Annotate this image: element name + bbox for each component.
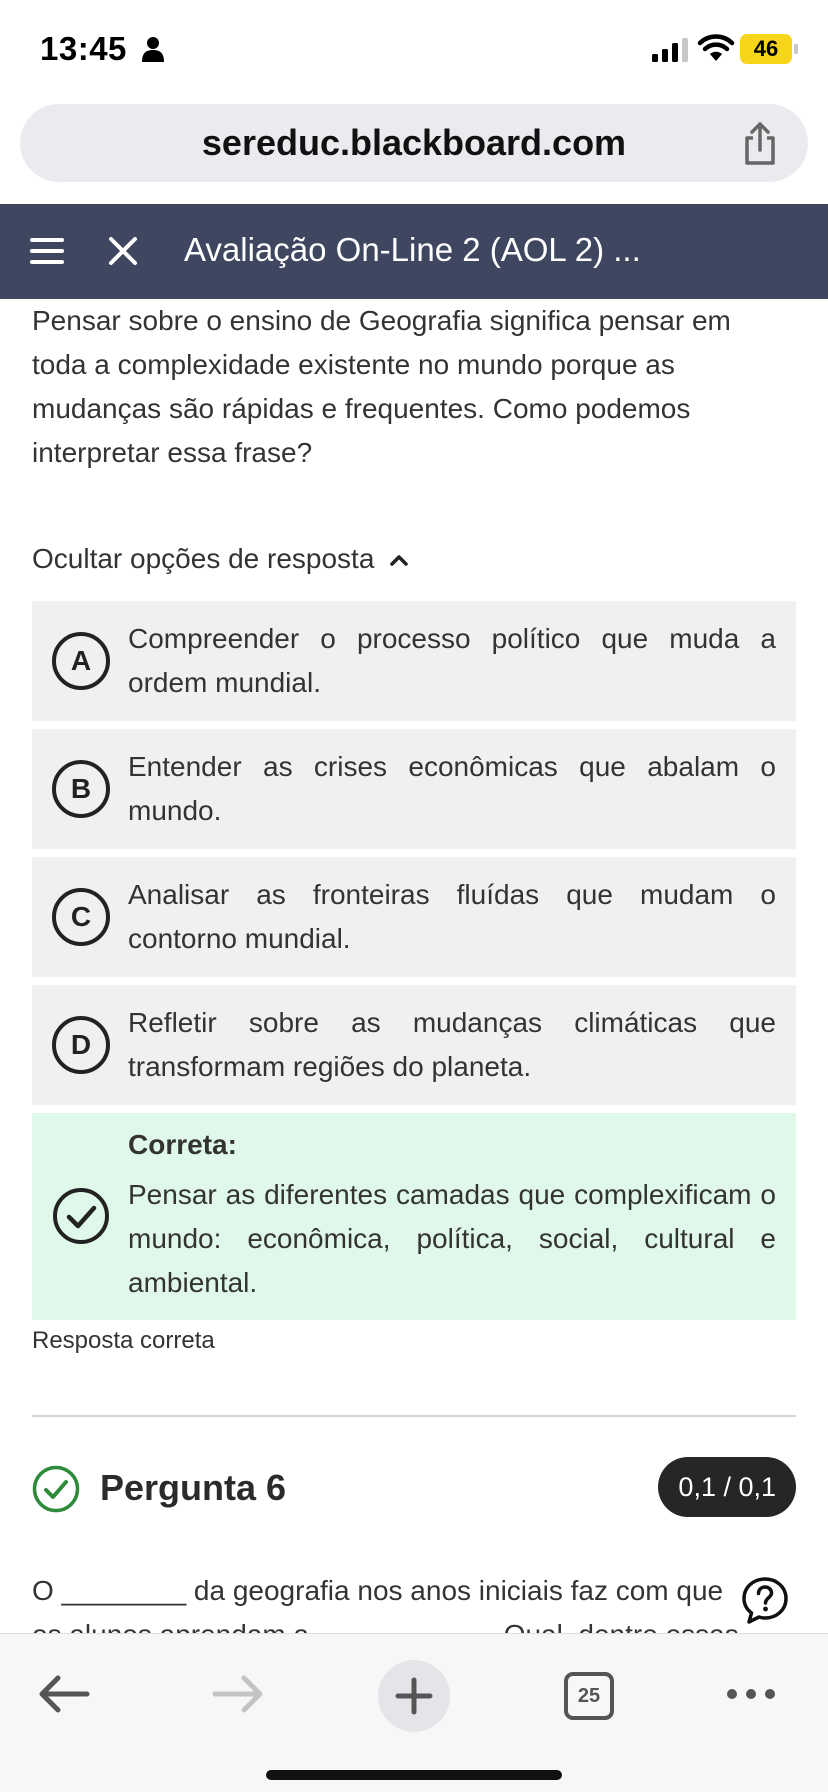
answer-option-b bbox=[32, 729, 796, 849]
answer-option-a bbox=[32, 601, 796, 721]
option-letter-badge: D bbox=[52, 1016, 110, 1074]
option-text: Compreender o processo político que muda a ordem mundial. bbox=[128, 623, 776, 698]
back-arrow-icon[interactable] bbox=[38, 1674, 90, 1714]
status-time: 13:45 bbox=[40, 30, 127, 67]
option-text: Analisar as fronteiras fluídas que mudam o contorno mundial. bbox=[128, 879, 776, 954]
hide-options-toggle[interactable] bbox=[32, 543, 408, 575]
forward-arrow-icon[interactable] bbox=[212, 1674, 264, 1714]
question-text: O ________ da geografia nos anos iniciais faz com que bbox=[32, 1575, 724, 1606]
correct-answer-option bbox=[32, 1113, 796, 1320]
correct-option-text: Pensar as diferentes camadas que complexificam o mundo: econômica, política, social, cultural e ambiental. bbox=[128, 1179, 776, 1298]
option-text: Entender as crises econômicas que abalam o mundo. bbox=[128, 751, 776, 826]
share-icon[interactable] bbox=[740, 122, 780, 166]
more-options-icon[interactable] bbox=[726, 1684, 776, 1704]
page-title: Avaliação On-Line 2 (AOL 2) ... bbox=[184, 231, 641, 268]
question-title: Pergunta 6 bbox=[100, 1467, 287, 1508]
status-bar bbox=[0, 0, 828, 100]
option-letter-badge: B bbox=[52, 760, 110, 818]
plus-icon bbox=[396, 1678, 432, 1714]
help-icon[interactable] bbox=[740, 1575, 790, 1625]
question-text: Pensar sobre o ensino de Geografia significa pensar em toda a complexidade existente no mundo porque as mudanças são rápidas e frequentes. Como podemos interpretar essa frase? bbox=[32, 305, 731, 468]
address-bar[interactable] bbox=[20, 104, 808, 182]
tabs-button[interactable]: 25 bbox=[564, 1672, 614, 1720]
app-header bbox=[0, 204, 828, 299]
url-text[interactable]: sereduc.blackboard.com bbox=[201, 122, 627, 163]
cellular-signal-icon bbox=[652, 38, 690, 62]
battery-indicator: 46 bbox=[740, 34, 792, 64]
hide-options-label: Ocultar opções de resposta bbox=[32, 543, 375, 574]
check-circle-icon bbox=[52, 1187, 110, 1245]
section-divider bbox=[32, 1415, 796, 1417]
correct-check-icon bbox=[32, 1465, 80, 1513]
hamburger-menu-icon[interactable] bbox=[30, 236, 64, 266]
wifi-icon bbox=[698, 34, 734, 62]
answer-option-c bbox=[32, 857, 796, 977]
option-text: Refletir sobre as mudanças climáticas que transformam regiões do planeta. bbox=[128, 1007, 776, 1082]
new-tab-button[interactable] bbox=[378, 1660, 450, 1732]
correct-label: Correta: bbox=[128, 1129, 237, 1160]
home-indicator bbox=[266, 1770, 562, 1780]
browser-toolbar bbox=[0, 1633, 828, 1792]
score-badge: 0,1 / 0,1 bbox=[658, 1457, 796, 1517]
close-icon[interactable] bbox=[108, 236, 138, 266]
answer-option-d bbox=[32, 985, 796, 1105]
option-letter-badge: A bbox=[52, 632, 110, 690]
answer-feedback: Resposta correta bbox=[32, 1327, 215, 1354]
assessment-content[interactable] bbox=[0, 299, 828, 1633]
chevron-up-icon bbox=[390, 554, 408, 566]
person-icon bbox=[141, 36, 165, 62]
option-letter-badge: C bbox=[52, 888, 110, 946]
